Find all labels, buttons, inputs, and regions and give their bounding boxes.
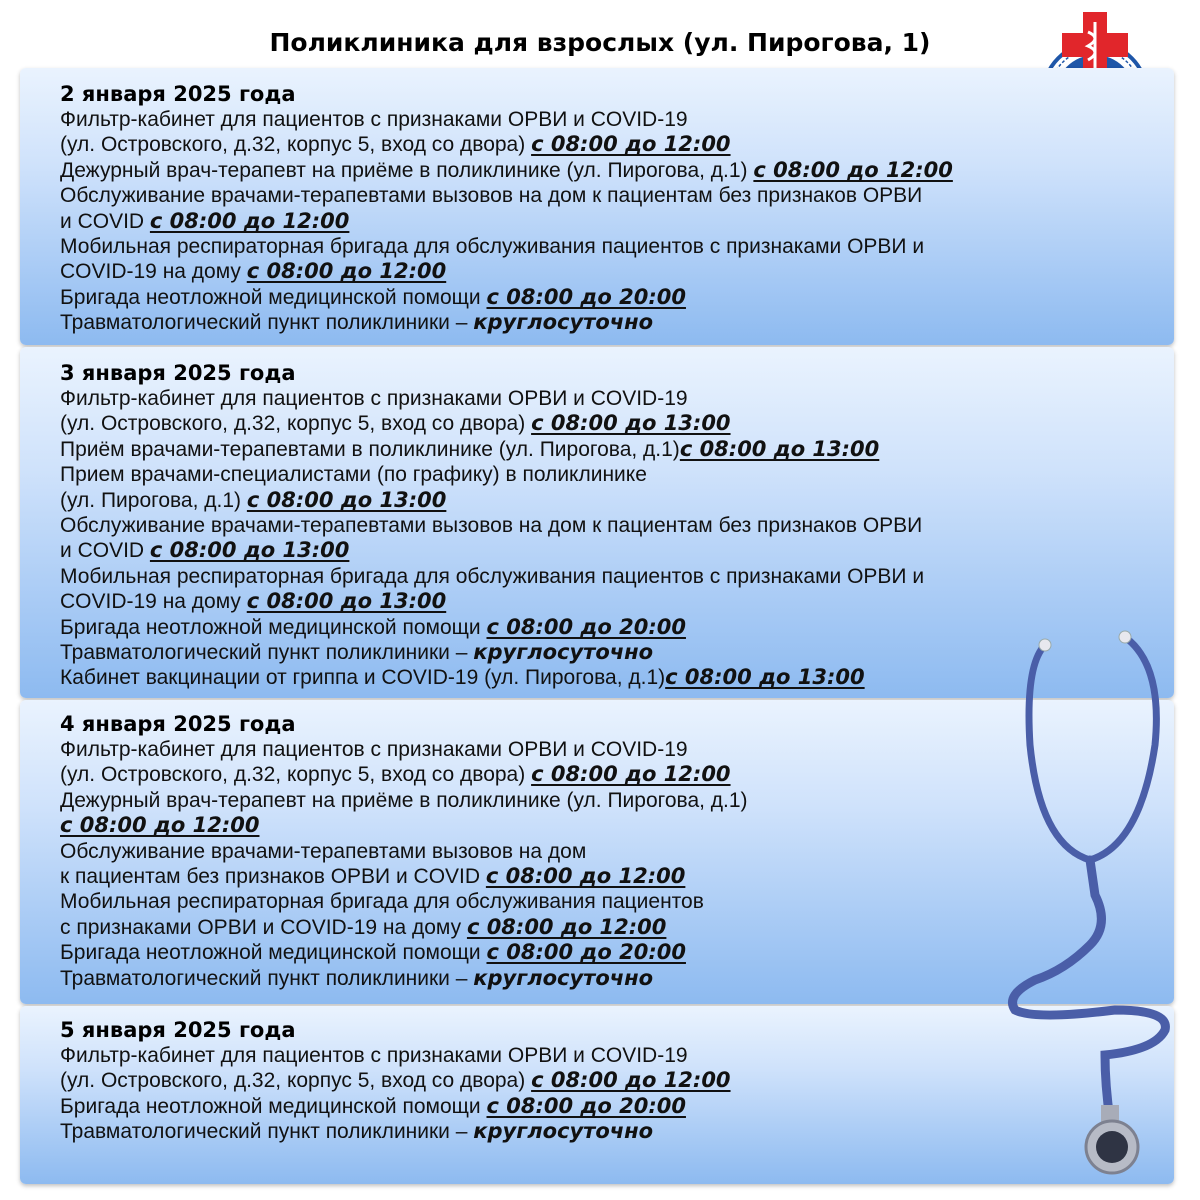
schedule-text: Фильтр-кабинет для пациентов с признаками ОРВИ и COVID-19: [60, 387, 688, 410]
schedule-line: [60, 132, 1154, 157]
schedule-text: (ул. Островского, д.32, корпус 5, вход со двора): [60, 412, 532, 436]
schedule-line: [60, 437, 1154, 462]
schedule-line: [60, 665, 1154, 690]
day-lines: [60, 737, 1154, 991]
schedule-line: [60, 737, 1154, 762]
schedule-text: COVID-19 на дому: [60, 260, 247, 284]
schedule-line: [60, 259, 1154, 284]
schedule-line: [60, 1119, 1154, 1144]
page-title: Поликлиника для взрослых (ул. Пирогова, 1): [269, 28, 931, 57]
schedule-time: с 08:00 до 12:00: [531, 762, 731, 787]
schedule-line: [60, 538, 1154, 563]
schedule-line: [60, 285, 1154, 310]
schedule-time: круглосуточно: [473, 310, 654, 335]
schedule-time: с 08:00 до 13:00: [665, 665, 865, 690]
schedule-time: с 08:00 до 13:00: [679, 436, 880, 461]
schedule-text: Фильтр-кабинет для пациентов с признаками ОРВИ и COVID-19: [60, 1044, 688, 1067]
schedule-time: круглосуточно: [473, 1119, 654, 1144]
schedule-text: Фильтр-кабинет для пациентов с признаками ОРВИ и COVID-19: [60, 738, 688, 761]
schedule-text: Бригада неотложной медицинской помощи: [60, 1094, 487, 1118]
schedule-text: Травматологический пункт поликлиники –: [60, 641, 474, 665]
day-date: 3 января 2025 года: [60, 361, 296, 385]
schedule-text: к пациентам без признаков ОРВИ и COVID: [60, 865, 486, 889]
schedule-line: [60, 209, 1154, 234]
schedule-time: с 08:00 до 20:00: [486, 1093, 686, 1118]
schedule-time: с 08:00 до 20:00: [486, 940, 686, 965]
schedule-line: [60, 1094, 1154, 1119]
schedule-time: с 08:00 до 13:00: [246, 589, 447, 614]
schedule-text: Фильтр-кабинет для пациентов с признаками ОРВИ и COVID-19: [60, 108, 688, 131]
schedule-text: Мобильная респираторная бригада для обслуживания пациентов с признаками ОРВИ и: [60, 235, 925, 259]
schedule-text: с признаками ОРВИ и COVID-19 на дому: [60, 915, 467, 939]
schedule-line: [60, 615, 1154, 640]
schedule-text: Приём врачами-терапевтами в поликлинике (ул. Пирогова, д.1): [60, 437, 680, 461]
schedule-time: с 08:00 до 12:00: [485, 864, 686, 889]
schedule-text: (ул. Пирогова, д.1): [60, 488, 247, 512]
schedule-time: круглосуточно: [473, 640, 654, 665]
schedule-line: [60, 564, 1154, 589]
schedule-line: [60, 788, 1154, 813]
schedule-text: Обслуживание врачами-терапевтами вызовов на дом к пациентам без признаков ОРВИ: [60, 184, 923, 208]
schedule-line: [60, 462, 1154, 487]
day-lines: [60, 386, 1154, 691]
schedule-line: [60, 107, 1154, 132]
schedule-line: [60, 889, 1154, 914]
schedule-line: [60, 813, 1154, 838]
schedule-text: и COVID: [60, 539, 150, 563]
schedule-text: Травматологический пункт поликлиники –: [60, 1120, 474, 1144]
schedule-time: с 08:00 до 13:00: [246, 487, 447, 512]
schedule-line: [60, 940, 1154, 965]
day-panel-jan-4: [20, 700, 1174, 1004]
schedule-line: [60, 864, 1154, 889]
schedule-line: [60, 310, 1154, 335]
schedule-text: Обслуживание врачами-терапевтами вызовов на дом к пациентам без признаков ОРВИ: [60, 514, 923, 538]
schedule-line: [60, 1043, 1154, 1068]
schedule-line: [60, 915, 1154, 940]
schedule-text: Бригада неотложной медицинской помощи: [60, 941, 487, 965]
schedule-text: Бригада неотложной медицинской помощи: [60, 615, 487, 639]
schedule-time: с 08:00 до 20:00: [486, 614, 686, 639]
day-date: 4 января 2025 года: [60, 712, 296, 736]
schedule-text: Прием врачами-специалистами (по графику) в поликлинике: [60, 463, 647, 487]
day-lines: [60, 1043, 1154, 1145]
schedule-line: [60, 158, 1154, 183]
schedule-line: [60, 234, 1154, 259]
schedule-text: COVID-19 на дому: [60, 590, 247, 614]
schedule-line: [60, 762, 1154, 787]
schedule-line: [60, 513, 1154, 538]
schedule-text: (ул. Островского, д.32, корпус 5, вход со двора): [60, 1069, 532, 1093]
schedule-text: Мобильная респираторная бригада для обслуживания пациентов: [60, 890, 704, 914]
schedule-line: [60, 839, 1154, 864]
schedule-text: Дежурный врач-терапевт на приёме в поликлинике (ул. Пирогова, д.1): [60, 158, 754, 182]
schedule-text: Травматологический пункт поликлиники –: [60, 311, 474, 335]
schedule-time: с 08:00 до 12:00: [531, 132, 731, 157]
day-date: 2 января 2025 года: [60, 82, 296, 106]
day-panel-jan-3: [20, 347, 1174, 698]
schedule-line: [60, 966, 1154, 991]
schedule-time: с 08:00 до 12:00: [753, 157, 953, 182]
schedule-text: и COVID: [60, 209, 150, 233]
schedule-time: с 08:00 до 12:00: [60, 813, 260, 838]
schedule-text: Обслуживание врачами-терапевтами вызовов на дом: [60, 839, 587, 863]
day-lines: [60, 107, 1154, 336]
schedule-time: с 08:00 до 12:00: [246, 259, 447, 284]
schedule-text: (ул. Островского, д.32, корпус 5, вход со двора): [60, 763, 532, 787]
schedule-text: Кабинет вакцинации от гриппа и COVID-19 (ул. Пирогова, д.1): [60, 666, 666, 690]
schedule-time: круглосуточно: [473, 965, 654, 990]
schedule-time: с 08:00 до 20:00: [486, 284, 686, 309]
schedule-line: [60, 589, 1154, 614]
schedule-line: [60, 1068, 1154, 1093]
schedule-line: [60, 411, 1154, 436]
schedule-time: с 08:00 до 12:00: [466, 914, 667, 939]
schedule-time: с 08:00 до 13:00: [149, 538, 350, 563]
schedule-text: Бригада неотложной медицинской помощи: [60, 285, 487, 309]
schedule-text: (ул. Островского, д.32, корпус 5, вход со двора): [60, 133, 532, 157]
schedule-time: с 08:00 до 12:00: [149, 208, 350, 233]
schedule-line: [60, 386, 1154, 411]
schedule-text: Дежурный врач-терапевт на приёме в поликлинике (ул. Пирогова, д.1): [60, 788, 748, 812]
schedule-text: Травматологический пункт поликлиники –: [60, 966, 474, 990]
day-panel-jan-2: [20, 68, 1174, 345]
schedule-time: с 08:00 до 12:00: [531, 1068, 731, 1093]
schedule-line: [60, 488, 1154, 513]
day-panel-jan-5: [20, 1006, 1174, 1184]
schedule-time: с 08:00 до 13:00: [531, 411, 731, 436]
schedule-text: Мобильная респираторная бригада для обслуживания пациентов с признаками ОРВИ и: [60, 564, 925, 588]
schedule-line: [60, 640, 1154, 665]
schedule-line: [60, 183, 1154, 208]
day-date: 5 января 2025 года: [60, 1018, 296, 1042]
